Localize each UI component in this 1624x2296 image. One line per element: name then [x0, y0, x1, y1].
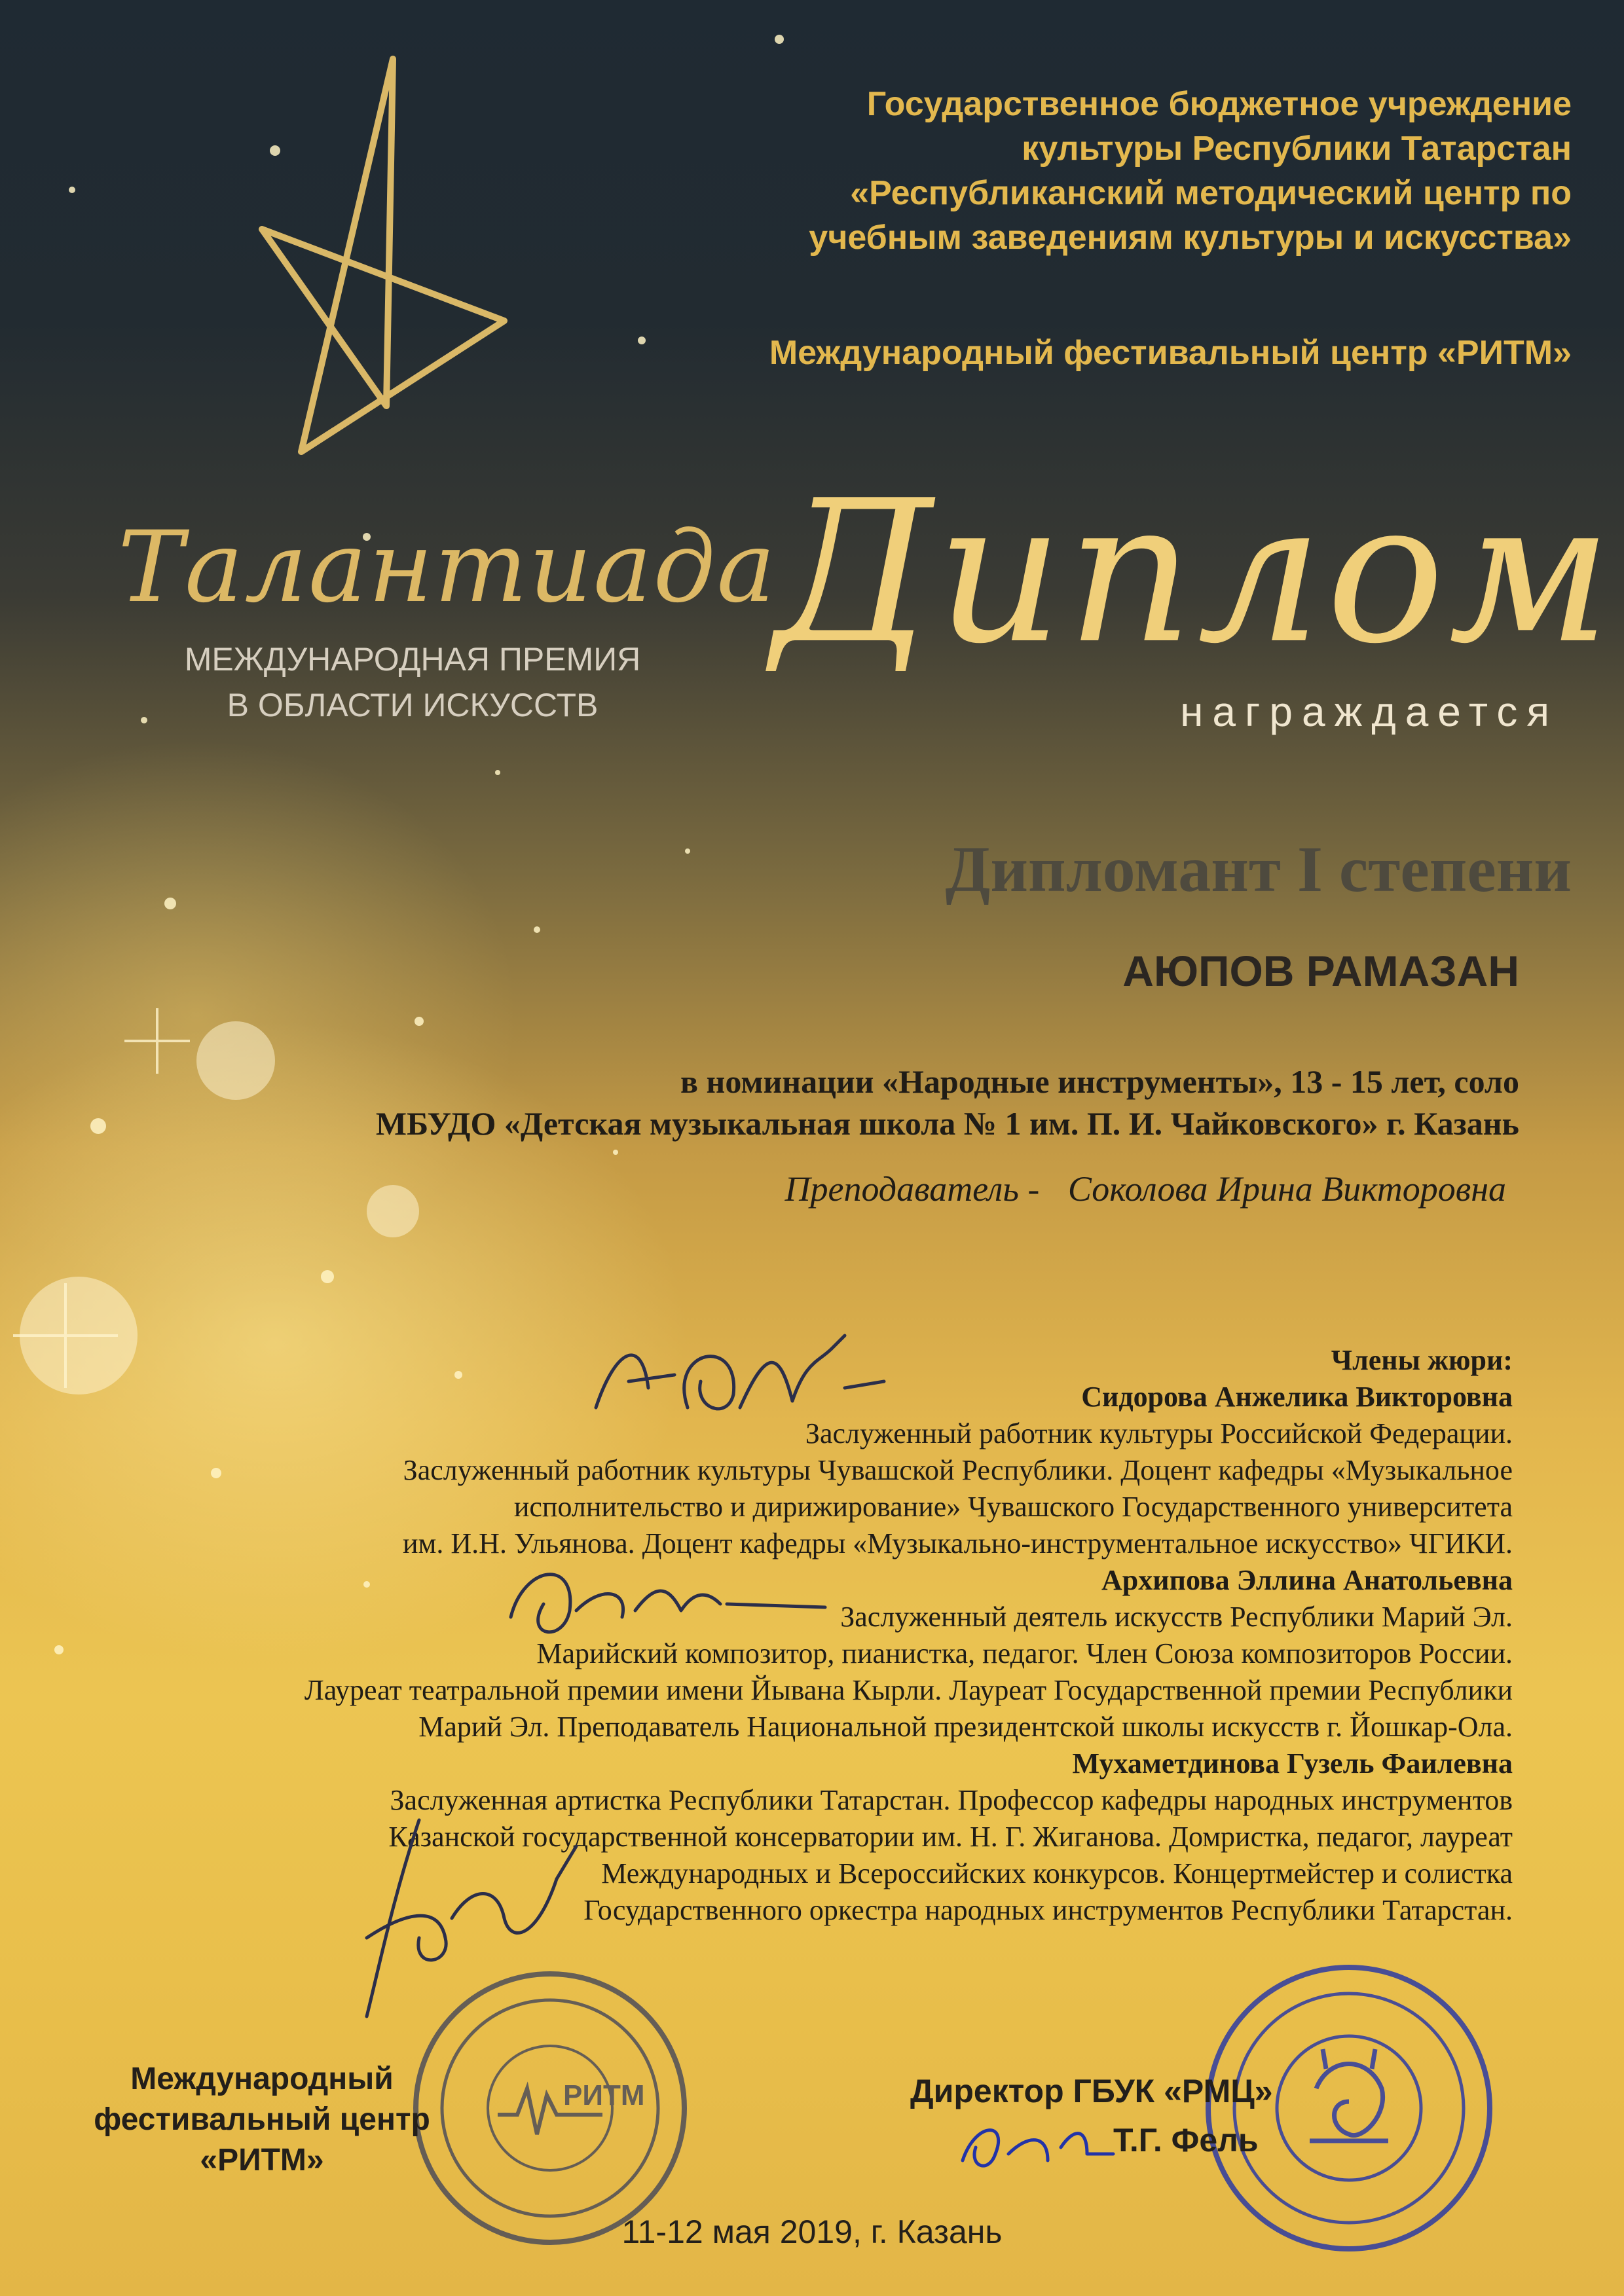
festival-center: Международный фестивальный центр «РИТМ» — [769, 334, 1572, 372]
jury-heading: Члены жюри: — [1331, 1344, 1513, 1376]
org-line-2: культуры Республики Татарстан — [1022, 130, 1572, 168]
director-name: Т.Г. Фель — [1113, 2122, 1259, 2159]
stamp-ritm — [406, 1964, 694, 2252]
nomination: в номинации «Народные инструменты», 13 - 15 лет, соло — [680, 1063, 1519, 1100]
jury-member-name: Сидорова Анжелика Викторовна — [1081, 1381, 1513, 1413]
jury-member-line: Заслуженный работник культуры Чувашской Республики. Доцент кафедры «Музыкальное — [403, 1454, 1513, 1486]
diploma-title: Диплом — [773, 458, 1615, 687]
jury-member-line: Заслуженный деятель искусств Республики Марий Эл. — [840, 1601, 1513, 1633]
jury-member-line: Лауреат театральной премии имени Йывана Кырли. Лауреат Государственной премии Республики — [304, 1674, 1513, 1706]
school: МБУДО «Детская музыкальная школа № 1 им. П. И. Чайковского» г. Казань — [375, 1105, 1519, 1142]
awarded-label: награждается — [1180, 688, 1559, 735]
event-date: 11-12 мая 2019, г. Казань — [621, 2214, 1003, 2250]
signature-arkhipova — [498, 1545, 838, 1656]
jury-member-name: Мухаметдинова Гузель Фаилевна — [1072, 1747, 1513, 1779]
jury-member-line: Марий Эл. Преподаватель Национальной президентской школы искусств г. Йошкар-Ола. — [418, 1711, 1513, 1743]
jury-member-line: им. И.Н. Ульянова. Доцент кафедры «Музыкально-инструментальное искусство» ЧГИКИ. — [403, 1527, 1513, 1559]
logo-subtitle-line-1: МЕЖДУНАРОДНАЯ ПРЕМИЯ — [184, 641, 641, 678]
jury-member-line: Марийский композитор, пианистка, педагог. Член Союза композиторов России. — [536, 1637, 1513, 1669]
footer-organizer-line: фестивальный центр — [94, 2102, 430, 2137]
jury-member-line: Заслуженный работник культуры Российской Федерации. — [805, 1417, 1513, 1449]
signature-sidorova — [570, 1309, 910, 1440]
teacher-name: Соколова Ирина Викторовна — [1067, 1169, 1506, 1209]
jury-member-line: Казанской государственной консерватории им. Н. Г. Жиганова. Домристка, педагог, лауреат — [388, 1821, 1513, 1853]
jury-member-2 — [236, 1562, 1513, 1745]
footer-organizer-line: «РИТМ» — [200, 2143, 324, 2178]
jury-member-line: исполнительство и дирижирование» Чувашского Государственного университета — [513, 1491, 1513, 1523]
org-line-1: Государственное бюджетное учреждение — [866, 85, 1572, 123]
org-line-3: «Республиканский методический центр по — [850, 174, 1572, 212]
jury-member-line: Государственного оркестра народных инструментов Республики Татарстан. — [583, 1894, 1513, 1926]
star-icon — [223, 39, 550, 458]
org-line-4: учебным заведениям культуры и искусства» — [809, 219, 1572, 257]
degree-title: Дипломант I степени — [945, 833, 1572, 905]
jury-member-line: Международных и Всероссийских конкурсов. Концертмейстер и солистка — [601, 1857, 1513, 1889]
jury-member-name: Архипова Эллина Анатольевна — [1101, 1564, 1513, 1596]
stamp-label: РИТМ — [563, 2079, 645, 2111]
footer-organizer — [85, 2059, 439, 2181]
teacher-label: Преподаватель - — [784, 1169, 1040, 1209]
footer-organizer-line: Международный — [130, 2062, 394, 2096]
teacher — [785, 1169, 1506, 1209]
signature-fel — [950, 2108, 1133, 2187]
director-label: Директор ГБУК «РМЦ» — [910, 2073, 1273, 2109]
logo-title: Талантиада — [118, 511, 777, 625]
logo-subtitle-line-2: В ОБЛАСТИ ИСКУССТВ — [227, 687, 599, 723]
jury-member-line: Заслуженная артистка Республики Татарстан. Профессор кафедры народных инструментов — [390, 1784, 1513, 1816]
recipient-name: АЮПОВ РАМАЗАН — [1122, 947, 1519, 995]
